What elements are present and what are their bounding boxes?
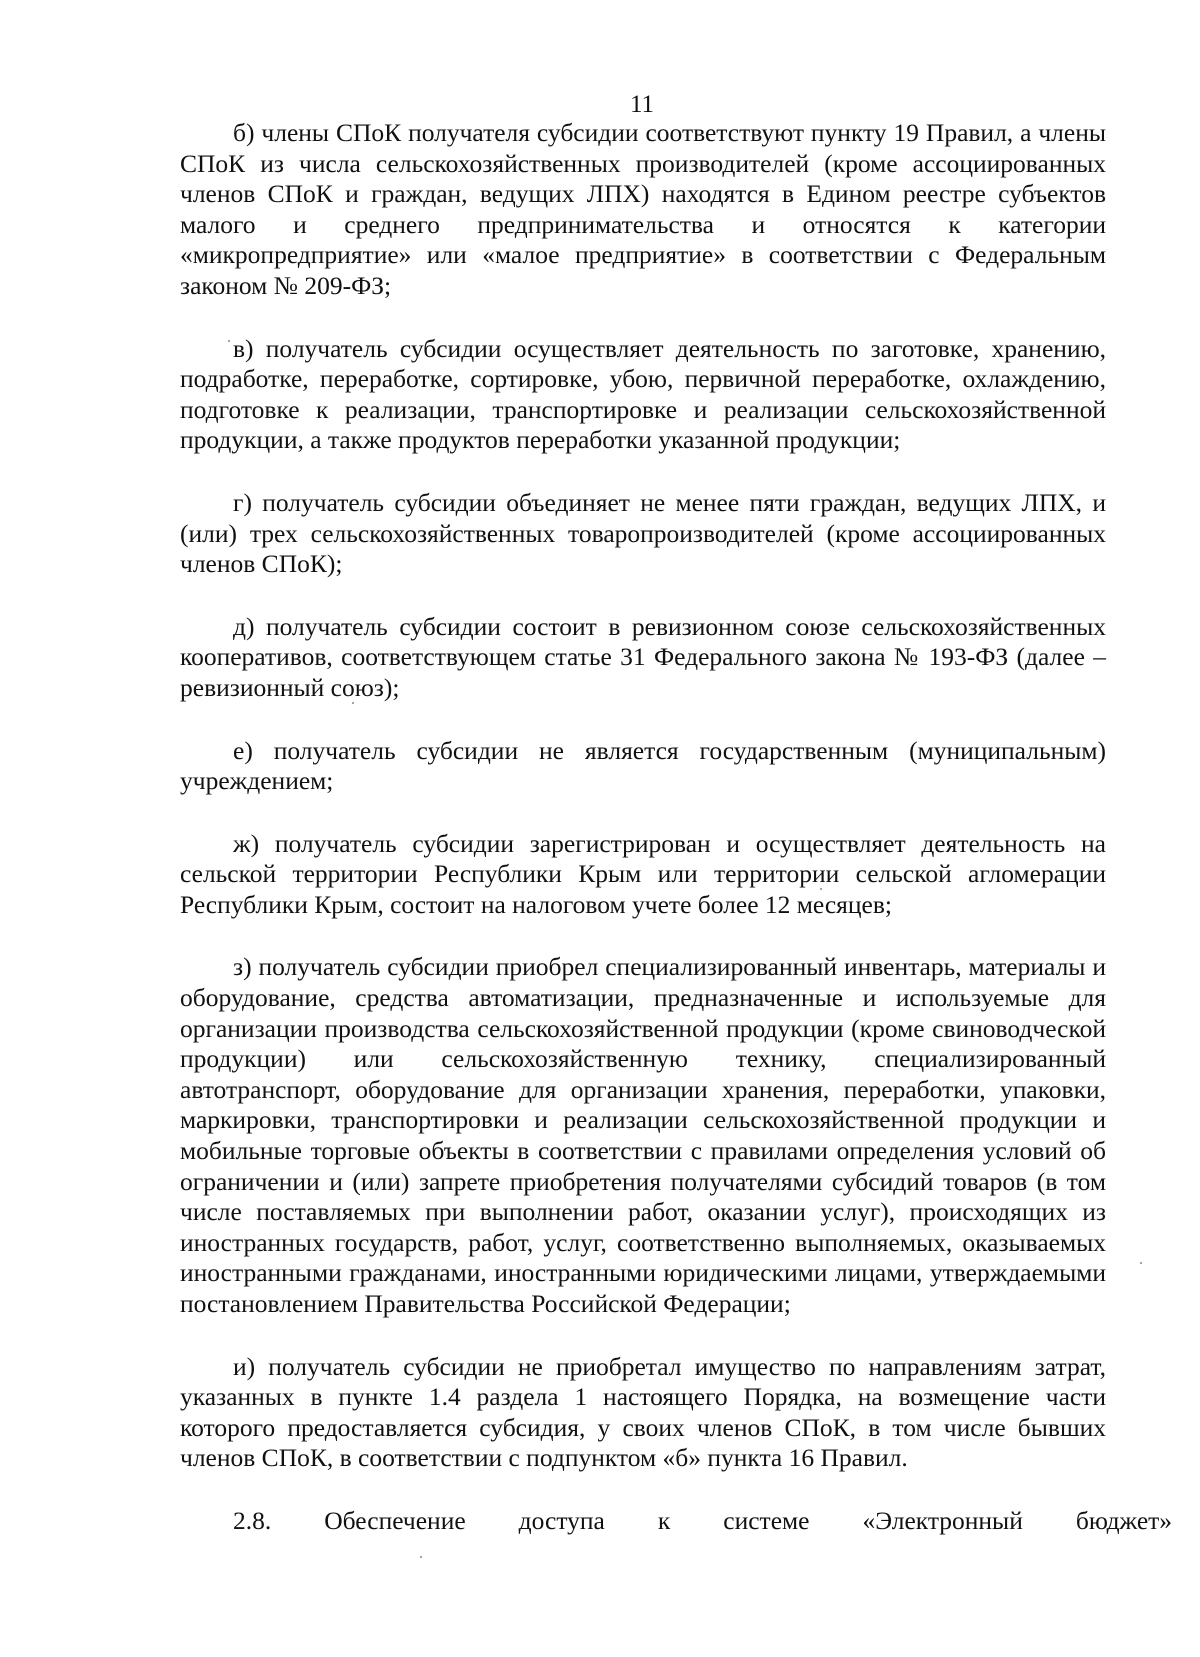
section-number: 2.8. xyxy=(233,1505,272,1535)
scan-speck xyxy=(352,702,354,704)
paragraph-i: и) получатель субсидии не приобретал имущество по направлениям затрат, указанных в пункте 1.4 раздела 1 настоящего Порядка, на возмещение части которого предоставляется субсидия, у своих членов СПоК, в том числе бывших членов СПоК, в соответствии с подпунктом «б» пункта 16 Правил. xyxy=(180,1351,1106,1473)
scan-speck xyxy=(420,1556,422,1558)
word: бюджет» xyxy=(1075,1505,1173,1535)
paragraph-e: е) получатель субсидии не является государственным (муниципальным) учреждением; xyxy=(180,735,1106,796)
document-body xyxy=(180,118,1173,1537)
paragraph-g: г) получатель субсидии объединяет не менее пяти граждан, ведущих ЛПХ, и (или) трех сельскохозяйственных товаропроизводителей (кроме ассоциированных членов СПоК); xyxy=(180,487,1106,579)
word: Обеспечение xyxy=(324,1505,466,1535)
scan-speck xyxy=(228,340,230,342)
page-number: 11 xyxy=(629,91,655,118)
paragraph-d: д) получатель субсидии состоит в ревизионном союзе сельскохозяйственных кооперативов, соответствующем статье 31 Федерального закона № 193-ФЗ (далее – ревизионный союз); xyxy=(180,611,1106,702)
paragraph-b: б) члены СПоК получателя субсидии соответствуют пункту 19 Правил, а члены СПоК из числа сельскохозяйственных производителей (кроме ассоциированных членов СПоК и граждан, ведущих ЛПХ) находятся в Едином реестре субъектов малого и среднего предпринимательства и относятся к категории «микропредприятие» или «малое предприятие» в соответствии с Федеральным законом № 209-ФЗ; xyxy=(180,118,1106,300)
paragraph-zh: ж) получатель субсидии зарегистрирован и осуществляет деятельность на сельской территории Республики Крым или территории сельской агломерации Республики Крым, состоит на налоговом учете более 12 месяцев; xyxy=(180,828,1106,919)
scan-speck xyxy=(820,888,822,890)
word: «Электронный xyxy=(862,1505,1023,1535)
paragraph-v: в) получатель субсидии осуществляет деятельность по заготовке, хранению, подработке, переработке, сортировке, убою, первичной переработке, охлаждению, подготовке к реализации, транспортировке и реализации сельскохозяйственной продукции, а также продуктов переработки указанной продукции; xyxy=(180,333,1106,455)
word: системе xyxy=(723,1505,810,1535)
scan-speck xyxy=(1140,1262,1142,1264)
word: доступа xyxy=(518,1505,605,1535)
section-2-8-heading-line xyxy=(180,1505,1173,1537)
paragraph-z: з) получатель субсидии приобрел специализированный инвентарь, материалы и оборудование, средства автоматизации, предназначенные и используемые для организации производства сельскохозяйственной продукции (кроме свиноводческой продукции) или сельскохозяйственную технику, специализированный автотранспорт, оборудование для организации хранения, переработки, упаковки, маркировки, транспортировки и реализации сельскохозяйственной продукции и мобильные торговые объекты в соответствии с правилами определения условий об ограничении и (или) запрете приобретения получателями субсидий товаров (в том числе поставляемых при выполнении работ, оказании услуг), происходящих из иностранных государств, работ, услуг, соответственно выполняемых, оказываемых иностранными гражданами, иностранными юридическими лицами, утверждаемыми постановлением Правительства Российской Федерации; xyxy=(180,952,1106,1318)
word: к xyxy=(657,1505,671,1535)
